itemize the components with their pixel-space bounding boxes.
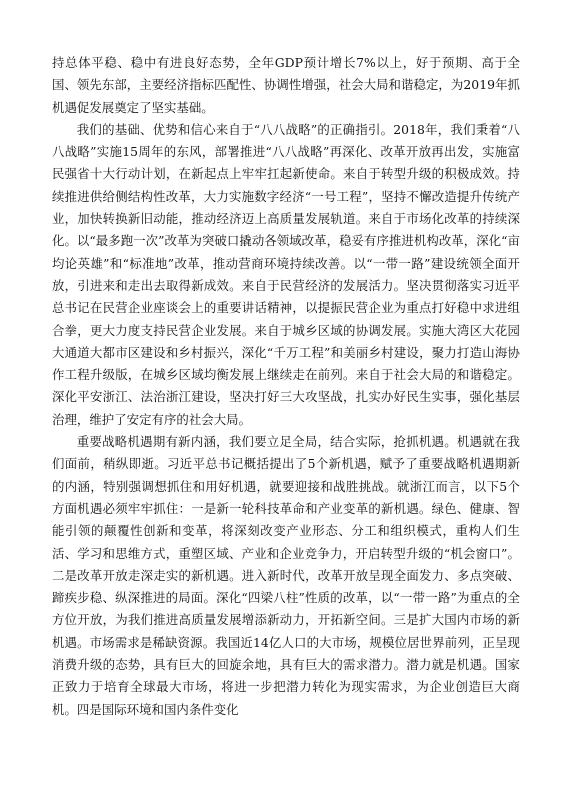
document-page — [52, 52, 520, 721]
paragraph-2: 我们的基础、优势和信心来自于“八八战略”的正确指引。2018年，我们秉着“八八战略”实施15周年的东风，部署推进“八八战略”再深化、改革开放再出发，实施富民强省十大行动计划，在新起点上牢牢扛起新使命。来自于转型升级的积极成效。持续推进供给侧结构性改革，大力实施数字经济“一号工程”，坚持不懈改造提升传统产业，加快转换新旧动能，推动经济迈上高质量发展轨道。来自于市场化改革的持续深化。以“最多跑一次”改革为突破口撬动各领域改革，稳妥有序推进机构改革，深化“亩均论英雄”和“标准地”改革，推动营商环境持续改善。以“一带一路”建设统领全面开放，引进来和走出去取得新成效。来自于民营经济的发展活力。坚决贯彻落实习近平总书记在民营企业座谈会上的重要讲话精神，以提振民营企业为重点打好稳中求进组合拳，更大力度支持民营企业发展。来自于城乡区域的协调发展。实施大湾区大花园大通道大都市区建设和乡村振兴，深化“千万工程”和美丽乡村建设，聚力打造山海协作工程升级版，在城乡区域均衡发展上继续走在前列。来自于社会大局的和谐稳定。深化平安浙江、法治浙江建设，坚决打好三大攻坚战，扎实办好民生实事，强化基层治理，维护了安定有序的社会大局。 — [52, 121, 520, 427]
paragraph-3: 重要战略机遇期有新内涵，我们要立足全局，结合实际，抢抓机遇。机遇就在我们面前，稍纵即逝。习近平总书记概括提出了5个新机遇，赋予了重要战略机遇期新的内涵，特别强调想抓住和用好机遇，就要迎接和战胜挑战。就浙江而言，以下5个方面机遇必须牢牢抓住：一是新一轮科技革命和产业变革的新机遇。绿色、健康、智能引领的颠覆性创新和变革，将深刻改变产业形态、分工和组织模式，重构人们生活、学习和思维方式，重塑区域、产业和企业竞争力，开启转型升级的“机会窗口”。二是改革开放走深走实的新机遇。进入新时代，改革开放呈现全面发力、多点突破、蹄疾步稳、纵深推进的局面。深化“四梁八柱”性质的改革，以“一带一路”为重点的全方位开放，为我们推进高质量发展增添新动力，开拓新空间。三是扩大国内市场的新机遇。市场需求是稀缺资源。我国近14亿人口的大市场，规模位居世界前列，正呈现消费升级的态势，具有巨大的回旋余地，具有巨大的需求潜力。潜力就是机遇。国家正致力于培育全球最大市场，将进一步把潜力转化为现实需求，为企业创造巨大商机。四是国际环境和国内条件变化 — [52, 434, 520, 717]
paragraph-1: 持总体平稳、稳中有进良好态势，全年GDP预计增长7%以上，好于预期、高于全国、领先东部，主要经济指标匹配性、协调性增强，社会大局和谐稳定，为2019年抓机遇促发展奠定了坚实基础。 — [52, 55, 520, 115]
